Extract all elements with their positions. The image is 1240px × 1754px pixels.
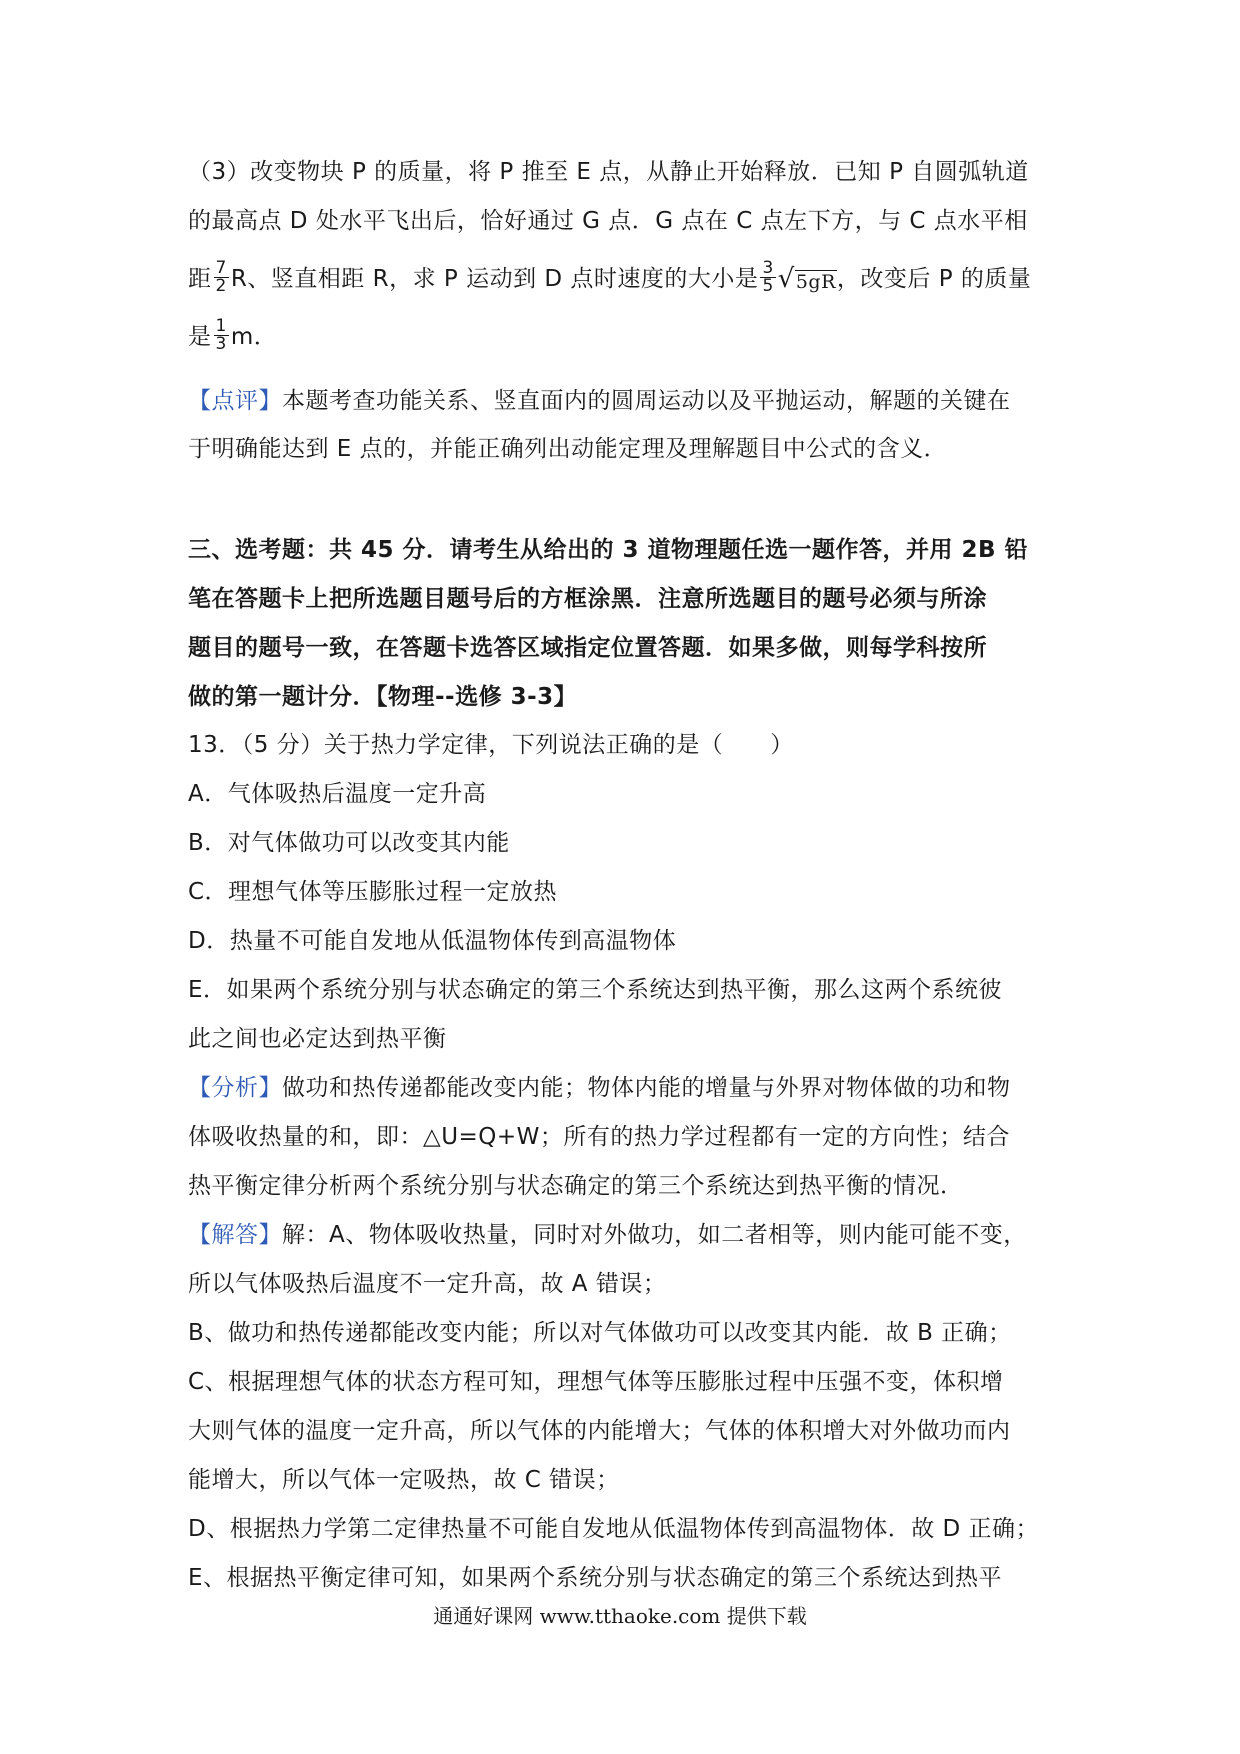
answer-line-1 (188, 1220, 1060, 1250)
part3-line-4-text-a: 是 (188, 324, 212, 350)
part3-line-4-text-b: m． (230, 324, 278, 350)
fraction-1-3 (214, 318, 229, 353)
fraction-7-2 (214, 260, 229, 295)
analysis-text-1: 做功和热传递都能改变内能；物体内能的增量与外界对物体做的功和物 (282, 1075, 1011, 1101)
answer-line-2: 所以气体吸热后温度不一定升高，故 A 错误； (188, 1271, 667, 1297)
option-e-line-2: 此之间也必定达到热平衡 (188, 1026, 447, 1052)
radicand: 5gR (795, 271, 836, 293)
fraction-denominator: 2 (215, 276, 227, 296)
fraction-3-5 (760, 260, 775, 295)
part3-line-1: （3）改变物块 P 的质量，将 P 推至 E 点，从静止开始释放．已知 P 自圆弧轨道 (188, 159, 1029, 185)
answer-line-4: C、根据理想气体的状态方程可知，理想气体等压膨胀过程中压强不变，体积增 (188, 1369, 1004, 1395)
fraction-denominator: 3 (215, 334, 227, 354)
fraction-numerator: 7 (215, 258, 227, 278)
part3-line-2: 的最高点 D 处水平飞出后，恰好通过 G 点．G 点在 C 点左下方，与 C 点水平相 (188, 208, 1028, 234)
footer-site-name: 通通好课网 (433, 1604, 534, 1628)
option-b: B．对气体做功可以改变其内能 (188, 830, 510, 856)
option-a: A．气体吸热后温度一定升高 (188, 781, 487, 807)
footer-url: www.tthaoke.com (539, 1604, 721, 1628)
part3-line-4 (188, 316, 1060, 355)
fraction-numerator: 3 (762, 258, 774, 278)
review-line-2: 于明确能达到 E 点的，并能正确列出动能定理及理解题目中公式的含义． (188, 436, 948, 462)
part3-line-3-text-a: 距 (188, 266, 212, 292)
option-c: C．理想气体等压膨胀过程一定放热 (188, 879, 558, 905)
answer-line-5: 大则气体的温度一定升高，所以气体的内能增大；气体的体积增大对外做功而内 (188, 1418, 1011, 1444)
part3-line-3 (188, 258, 1060, 297)
radical-sign-icon: √ (777, 264, 795, 294)
section3-line-1: 三、选考题：共 45 分．请考生从给出的 3 道物理题任选一题作答，并用 2B 铅 (188, 537, 1029, 563)
part3-line-3-text-b: R、竖直相距 R，求 P 运动到 D 点时速度的大小是 (230, 266, 759, 292)
answer-line-8: E、根据热平衡定律可知，如果两个系统分别与状态确定的第三个系统达到热平 (188, 1565, 1003, 1591)
analysis-line-2: 体吸收热量的和，即：△U=Q+W；所有的热力学过程都有一定的方向性；结合 (188, 1124, 1010, 1150)
analysis-line-3: 热平衡定律分析两个系统分别与状态确定的第三个系统达到热平衡的情况． (188, 1173, 964, 1199)
answer-text-1: 解：A、物体吸收热量，同时对外做功，如二者相等，则内能可能不变， (282, 1222, 1027, 1248)
page-footer (0, 1603, 1240, 1629)
option-d: D．热量不可能自发地从低温物体传到高温物体 (188, 928, 677, 954)
analysis-tag: 【分析】 (188, 1075, 282, 1101)
section3-line-4: 做的第一题计分．【物理--选修 3-3】 (188, 684, 578, 710)
answer-line-3: B、做功和热传递都能改变内能；所以对气体做功可以改变其内能．故 B 正确； (188, 1320, 1012, 1346)
section3-line-2: 笔在答题卡上把所选题目题号后的方框涂黑．注意所选题目的题号必须与所涂 (188, 586, 987, 612)
fraction-numerator: 1 (215, 316, 227, 336)
part3-line-3-text-c: ，改变后 P 的质量 (836, 266, 1032, 292)
question-13-stem: 13．（5 分）关于热力学定律，下列说法正确的是（ ） (188, 732, 794, 758)
review-text-1: 本题考查功能关系、竖直面内的圆周运动以及平抛运动，解题的关键在 (282, 388, 1011, 414)
footer-note: 提供下载 (726, 1604, 807, 1628)
answer-line-7: D、根据热力学第二定律热量不可能自发地从低温物体传到高温物体．故 D 正确； (188, 1516, 1040, 1542)
analysis-line-1 (188, 1073, 1060, 1103)
review-tag: 【点评】 (188, 388, 282, 414)
section3-line-3: 题目的题号一致，在答题卡选答区域指定位置答题．如果多做，则每学科按所 (188, 635, 987, 661)
fraction-denominator: 5 (762, 276, 774, 296)
answer-line-6: 能增大，所以气体一定吸热，故 C 错误； (188, 1467, 620, 1493)
review-line-1 (188, 386, 1060, 416)
option-e-line-1: E．如果两个系统分别与状态确定的第三个系统达到热平衡，那么这两个系统彼 (188, 977, 1003, 1003)
answer-tag: 【解答】 (188, 1222, 282, 1248)
square-root (778, 264, 837, 295)
